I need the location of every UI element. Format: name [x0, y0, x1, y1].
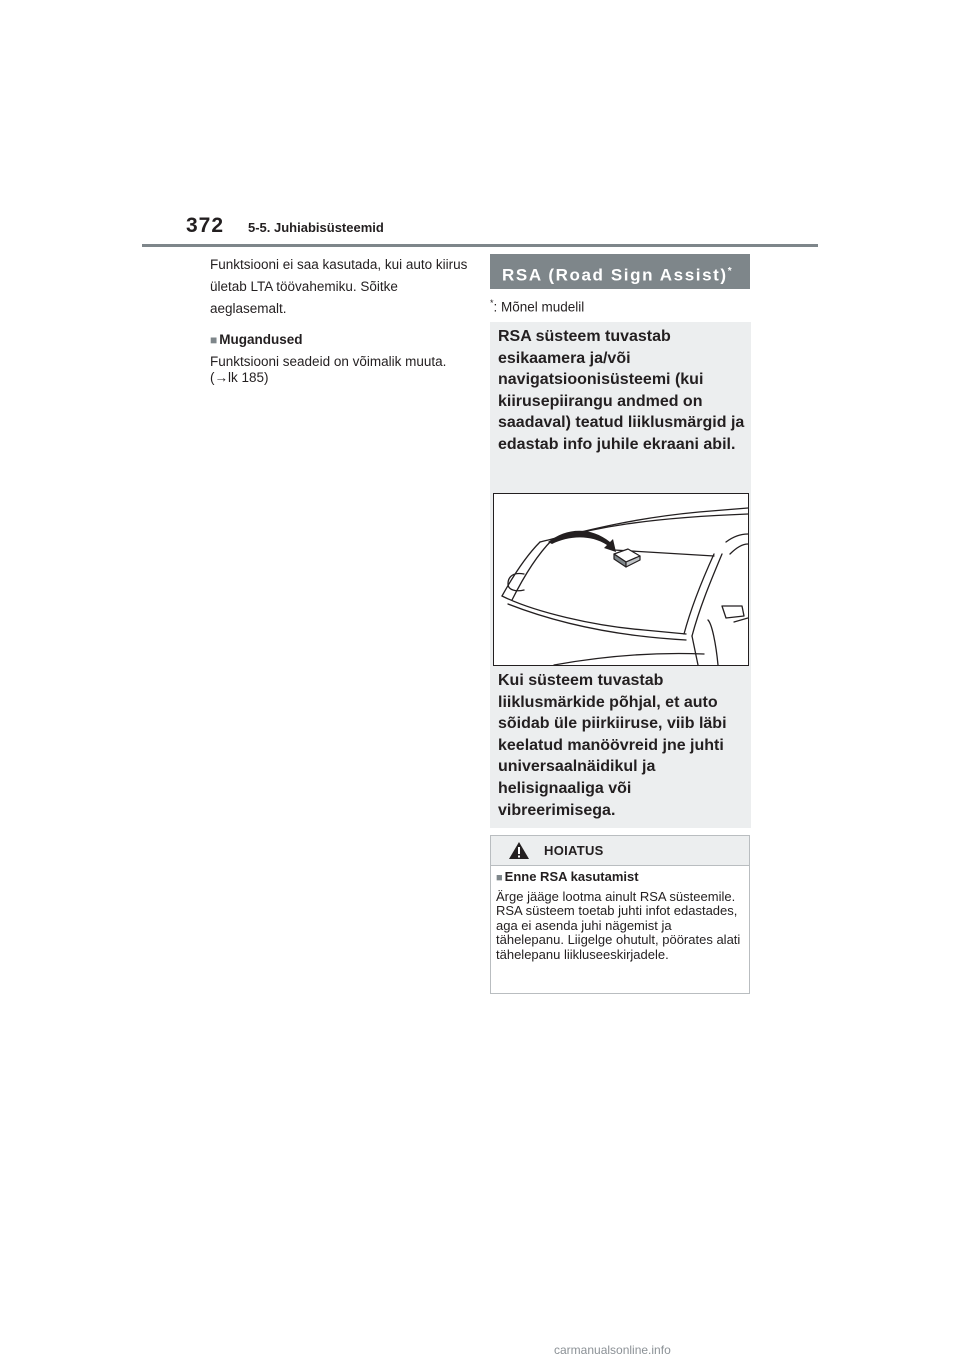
- rsa-intro-text: RSA süsteem tuvastab esikaamera ja/või navigatsioonisüsteemi (kui kiirusepiirangu andmed on saadaval) teatud liiklusmärgid ja edastab info juhile ekraani abil.: [498, 328, 745, 453]
- rsa-description-text: Kui süsteem tuvastab liiklusmärkide põhjal, et auto sõidab üle piirkiiruse, viib läbi keelatud manöövreid jne juhti universaalnäidikul ja helisignaaliga või vibreerimisega.: [498, 672, 727, 819]
- subheading-customization: [210, 329, 472, 351]
- square-bullet-icon: ■: [496, 872, 503, 884]
- left-column: [210, 254, 472, 386]
- windshield-camera-icon: [494, 494, 748, 665]
- warning-subheading-text: Enne RSA kasutamist: [504, 869, 639, 884]
- rsa-banner-asterisk: *: [727, 266, 732, 277]
- warning-text: Ärge jääge lootma ainult RSA süsteemile. RSA süsteem toetab juhti infot edastades, aga ei asenda juhi nägemist ja tähelepanu. Liigelge ohutult, pöörates alati tähelepanu liikluseeskirjadele.: [496, 888, 741, 962]
- warning-subheading: [496, 870, 743, 886]
- warning-box: [490, 835, 750, 994]
- settings-paragraph: Funktsiooni seadeid on võimalik muuta. (→lk 185): [210, 354, 447, 385]
- square-bullet-icon: ■: [210, 333, 218, 347]
- rsa-section-banner: [490, 254, 750, 289]
- model-footnote: [490, 298, 584, 315]
- warning-title: HOIATUS: [544, 843, 604, 858]
- warning-header: [491, 836, 749, 866]
- subheading-text: Mugandused: [219, 332, 303, 347]
- page-number: 372: [186, 214, 225, 237]
- warning-body: [491, 866, 749, 963]
- settings-text: Funktsiooni seadeid on võimalik muuta.: [210, 354, 447, 369]
- windshield-camera-illustration: [493, 493, 749, 666]
- watermark-text: carmanualsonline.info: [554, 1343, 671, 1357]
- footnote-asterisk: *: [490, 298, 494, 308]
- section-title: 5-5. Juhiabisüsteemid: [248, 220, 384, 235]
- info-paragraph: Funktsiooni ei saa kasutada, kui auto kiirus ületab LTA töövahemiku. Sõitke aeglasemalt.: [210, 257, 468, 316]
- footnote-text: : Mõnel mudelil: [493, 299, 585, 315]
- rsa-banner-title: RSA (Road Sign Assist): [502, 265, 728, 285]
- warning-triangle-icon: [508, 841, 530, 860]
- header-rule: [142, 244, 818, 247]
- page-reference-link[interactable]: lk 185): [228, 370, 269, 385]
- arrow-icon: →: [214, 370, 228, 385]
